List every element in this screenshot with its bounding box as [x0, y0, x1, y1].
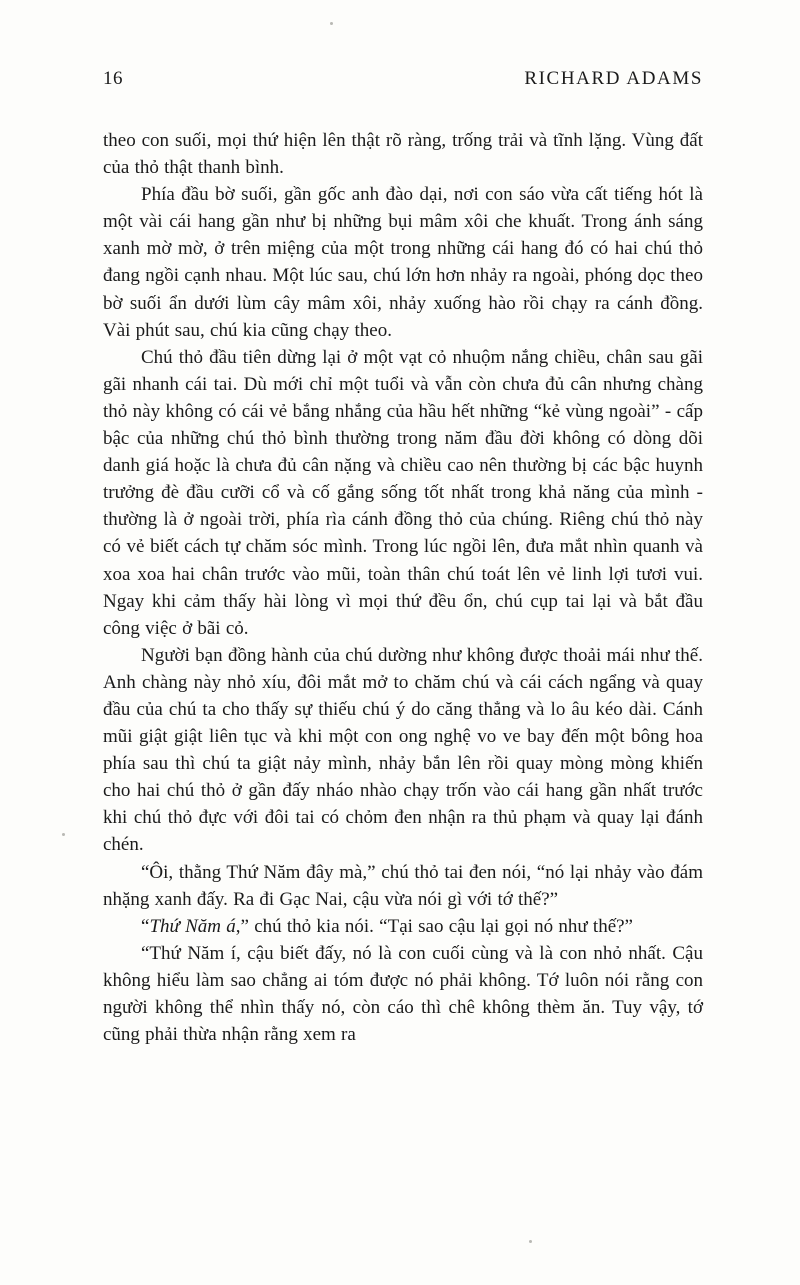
paragraph	[103, 859, 703, 913]
scan-speck	[529, 1240, 532, 1243]
scan-speck	[62, 833, 65, 836]
text-run: “	[141, 915, 150, 937]
text-run: Phía đầu bờ suối, gần gốc anh đào dại, nơi con sáo vừa cất tiếng hót là một vài cái hang gần như bị những bụi mâm xôi che khuất. Trong ánh sáng xanh mờ mờ, ở trên miệng của một trong những cái hang đó có hai chú thỏ đang ngồi cạnh nhau. Một lúc sau, chú lớn hơn nhảy ra ngoài, phóng dọc theo bờ suối ẩn dưới lùm cây mâm xôi, nhảy xuống hào rồi chạy ra cánh đồng. Vài phút sau, chú kia cũng chạy theo.	[103, 184, 703, 341]
italic-text-run: Thứ Năm á	[149, 915, 236, 937]
paragraph	[103, 344, 703, 642]
text-run: theo con suối, mọi thứ hiện lên thật rõ ràng, trống trải và tĩnh lặng. Vùng đất của thỏ thật thanh bình.	[103, 130, 703, 179]
page-number: 16	[103, 68, 123, 89]
scan-speck	[330, 22, 333, 25]
text-run: “Thứ Năm í, cậu biết đấy, nó là con cuối cùng và là con nhỏ nhất. Cậu không hiểu làm sao chẳng ai tóm được nó phải không. Tớ luôn nói rằng con người không thể nhìn thấy nó, còn cáo thì chê không thèm ăn. Tuy vậy, tớ cũng phải thừa nhận rằng xem ra	[103, 942, 703, 1046]
page-body	[103, 127, 703, 1048]
text-run: Người bạn đồng hành của chú dường như không được thoải mái như thế. Anh chàng này nhỏ xíu, đôi mắt mở to chăm chú và cái cách ngẩng và quay đầu của chú ta cho thấy sự thiếu chú ý do căng thẳng và lo âu kéo dài. Cánh mũi giật giật liên tục và khi một con ong nghệ vo ve bay đến một bông hoa phía sau thì chú ta giật nảy mình, nhảy bắn lên rồi quay mòng mòng khiến cho hai chú thỏ ở gần đấy nháo nhào chạy trốn vào cái hang gần nhất trước khi chú thỏ đực với đôi tai có chỏm đen nhận ra thủ phạm và quay lại đánh chén.	[103, 644, 703, 856]
paragraph	[103, 642, 703, 859]
text-run: Chú thỏ đầu tiên dừng lại ở một vạt cỏ nhuộm nắng chiều, chân sau gãi gãi nhanh cái tai. Dù mới chỉ một tuổi và vẫn còn chưa đủ cân nhưng chàng thỏ này không có cái vẻ bắng nhắng của hầu hết những “kẻ vùng ngoài” - cấp bậc của những chú thỏ bình thường trong năm đầu đời không có dòng dõi danh giá hoặc là chưa đủ cân nặng và chiều cao nên thường bị các bậc huynh trưởng đè đầu cưỡi cổ và cố gắng sống tốt nhất trong khả năng của mình - thường là ở ngoài trời, phía rìa cánh đồng thỏ của chúng. Riêng chú thỏ này có vẻ biết cách tự chăm sóc mình. Trong lúc ngồi lên, đưa mắt nhìn quanh và xoa xoa hai chân trước vào mũi, toàn thân chú toát lên vẻ linh lợi tươi vui. Ngay khi cảm thấy hài lòng vì mọi thứ đều ổn, chú cụp tai lại và bắt đầu công việc ở bãi cỏ.	[103, 346, 703, 639]
paragraph	[103, 913, 703, 940]
text-run: “Ôi, thằng Thứ Năm đây mà,” chú thỏ tai đen nói, “nó lại nhảy vào đám nhặng xanh đấy. Ra đi Gạc Nai, cậu vừa nói gì với tớ thế?”	[103, 861, 703, 910]
paragraph	[103, 127, 703, 181]
text-run: ,” chú thỏ kia nói. “Tại sao cậu lại gọi nó như thế?”	[235, 915, 633, 937]
paragraph	[103, 940, 703, 1048]
page-header	[103, 68, 703, 90]
running-head-author: RICHARD ADAMS	[524, 68, 703, 89]
paragraph	[103, 181, 703, 344]
